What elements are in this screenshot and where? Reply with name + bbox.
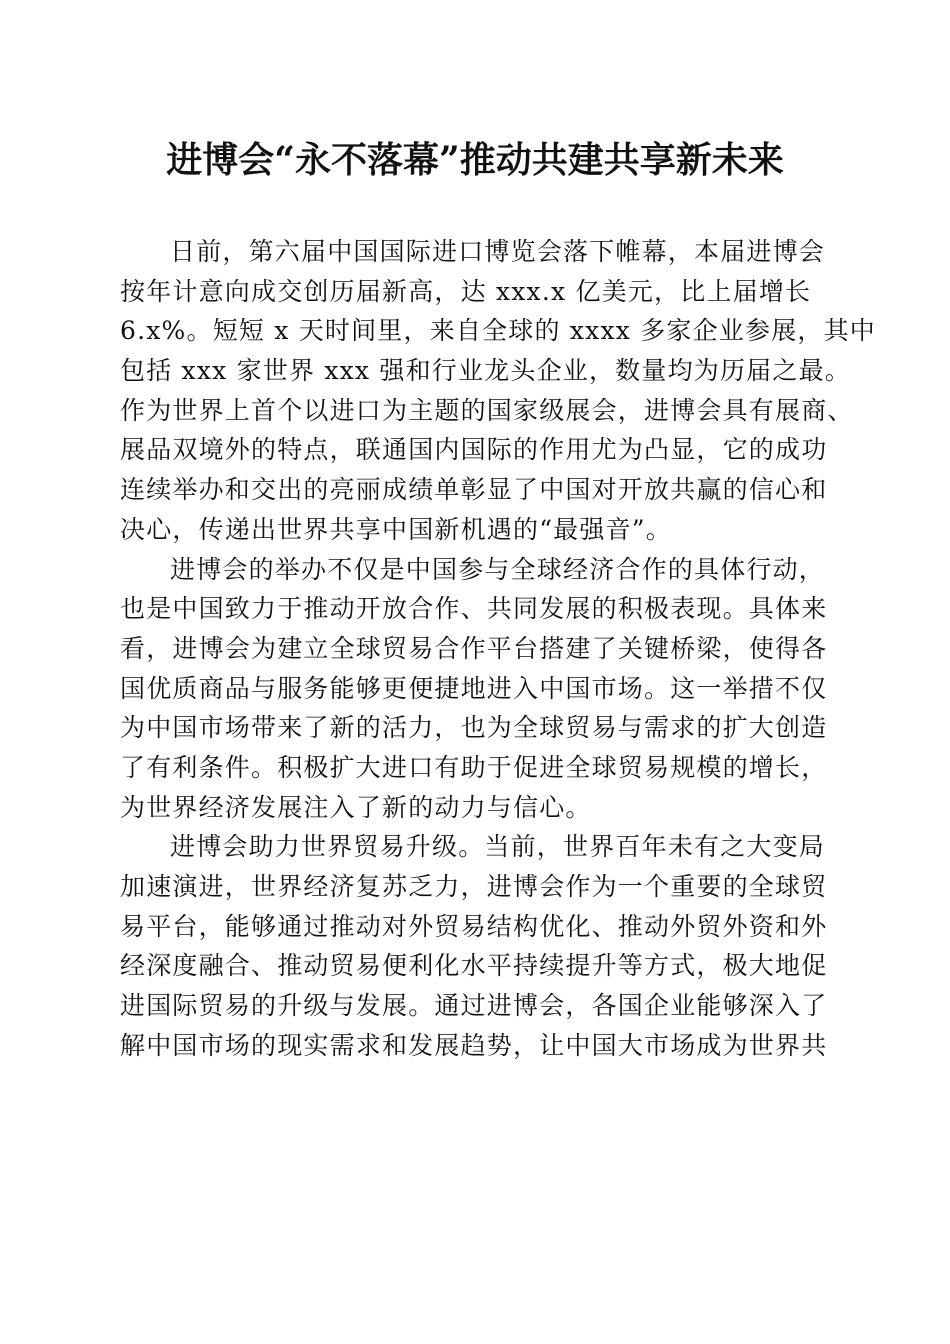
text-line: 进博会助力世界贸易升级。当前，世界百年未有之大变局	[170, 832, 826, 862]
text-line: 决心，传递出世界共享中国新机遇的“最强音”。	[120, 514, 672, 544]
paragraph-3	[120, 827, 830, 1065]
text-line: 为世界经济发展注入了新的动力与信心。	[120, 792, 592, 822]
text-line: 看，进博会为建立全球贸易合作平台搭建了关键桥梁，使得各	[120, 633, 828, 663]
text-line: 为中国市场带来了新的活力，也为全球贸易与需求的扩大创造	[120, 713, 828, 743]
paragraph-2	[120, 550, 830, 828]
text-line: 易平台，能够通过推动对外贸易结构优化、推动外贸外资和外	[120, 911, 828, 941]
text-line: 连续举办和交出的亮丽成绩单彰显了中国对开放共赢的信心和	[120, 475, 828, 505]
text-line: 国优质商品与服务能够更便捷地进入中国市场。这一举措不仅	[120, 673, 828, 703]
text-line: 日前，第六届中国国际进口博览会落下帷幕，本届进博会	[170, 237, 826, 266]
text-line: 展品双境外的特点，联通国内国际的作用尤为凸显，它的成功	[120, 435, 828, 465]
text-line: 也是中国致力于推动开放合作、共同发展的积极表现。具体来	[120, 594, 828, 624]
document-title: 进博会“永不落幕”推动共建共享新未来	[166, 139, 784, 181]
text-line: 经深度融合、推动贸易便利化水平持续提升等方式，极大地促	[120, 951, 828, 981]
text-line: 了有利条件。积极扩大进口有助于促进全球贸易规模的增长，	[120, 752, 828, 782]
document-body	[120, 232, 876, 1065]
text-line: 加速演进，世界经济复苏乏力，进博会作为一个重要的全球贸	[120, 872, 828, 901]
text-line: 按年计意向成交创历届新高，达 xxx.x 亿美元，比上届增长	[120, 276, 812, 306]
text-line: 解中国市场的现实需求和发展趋势，让中国大市场成为世界共	[120, 1030, 828, 1060]
text-line: 进国际贸易的升级与发展。通过进博会，各国企业能够深入了	[120, 991, 828, 1021]
text-line: 进博会的举办不仅是中国参与全球经济合作的具体行动，	[170, 554, 826, 584]
text-line: 包括 xxx 家世界 xxx 强和行业龙头企业，数量均为历届之最。	[120, 356, 851, 386]
paragraph-1	[120, 232, 876, 550]
text-line: 6.x%。短短 x 天时间里，来自全球的 xxxx 多家企业参展，其中	[120, 316, 876, 346]
text-line: 作为世界上首个以进口为主题的国家级展会，进博会具有展商、	[120, 395, 854, 425]
